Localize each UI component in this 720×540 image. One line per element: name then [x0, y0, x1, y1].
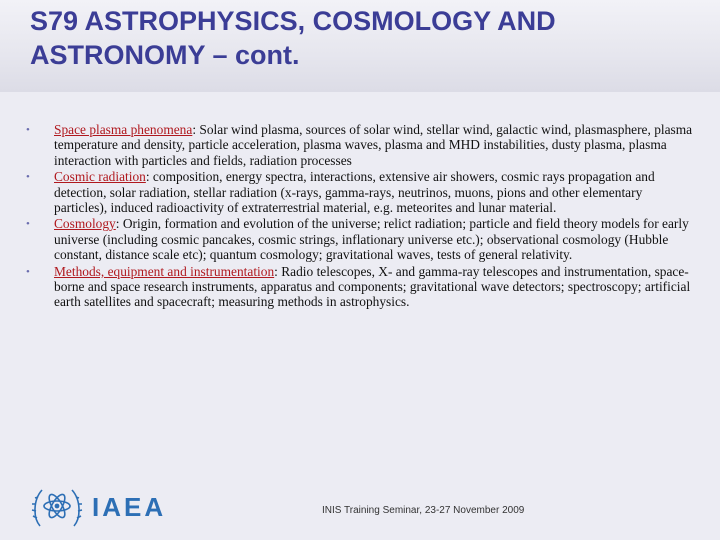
bullet-icon: • [26, 124, 30, 136]
topic-term: Methods, equipment and instrumentation [54, 263, 275, 279]
topic-term: Space plasma phenomena [54, 122, 193, 137]
bullet-icon: • [26, 171, 30, 184]
bullet-list [26, 122, 694, 310]
list-item [26, 264, 694, 310]
slide-title: S79 ASTROPHYSICS, COSMOLOGY AND ASTRONOMY – cont. [30, 6, 556, 70]
iaea-emblem-icon [30, 482, 84, 532]
bullet-icon: • [26, 265, 30, 278]
list-item [26, 122, 694, 168]
list-item [26, 216, 694, 262]
iaea-logo [30, 482, 170, 532]
list-item [26, 169, 694, 215]
topic-term: Cosmology [54, 216, 116, 232]
logo-text: IAEA [92, 492, 167, 522]
bullet-icon: • [26, 218, 30, 231]
footer-text: INIS Training Seminar, 23-27 November 2009 [322, 505, 525, 516]
topic-term: Cosmic radiation [54, 169, 146, 185]
topic-description: : composition, energy spectra, interactions, extensive air showers, cosmic rays propagation and detection, solar radiation, stellar radiation (x-rays, gamma-rays, neutrinos, muons, pions and other elementary particles), induced radioactivity of extraterrestrial material, e.g. meteorites and lunar material. [54, 169, 655, 216]
topic-description: : Solar wind plasma, sources of solar wind, stellar wind, galactic wind, plasmasphere, plasma temperature and density, particle acceleration, plasma waves, plasma and MHD instabilities, dusty plasma, plasma interaction with particles and fields, radiation processes [54, 122, 693, 168]
topic-description: : Radio telescopes, X- and gamma-ray telescopes and instrumentation, space-borne and space research instruments, apparatus and components; gravitational wave detectors; spectroscopy; artificial earth satellites and spacecraft; measuring methods in astrophysics. [54, 263, 691, 310]
topic-description: : Origin, formation and evolution of the universe; relict radiation; particle and field theory models for early universe (including cosmic pancakes, cosmic strings, inflationary universe etc.); observational cosmology (Hubble constant, distance scale etc); quantum cosmology; gravitational waves, tests of general relativity. [54, 216, 689, 263]
slide-header [0, 0, 720, 92]
